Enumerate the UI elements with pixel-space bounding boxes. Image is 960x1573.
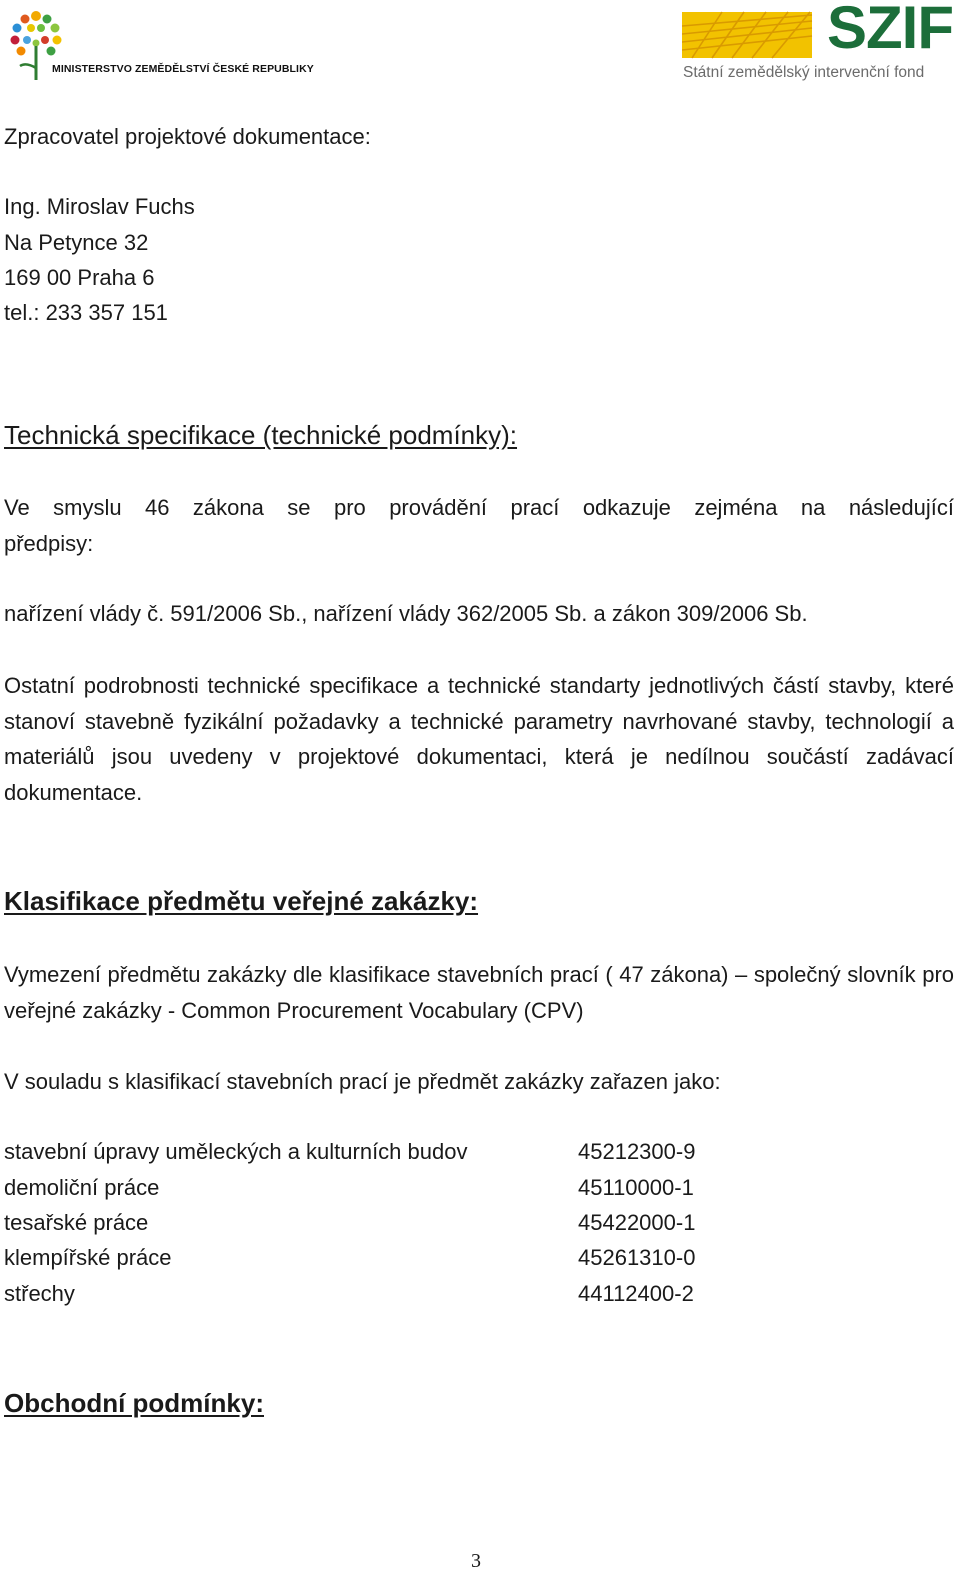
page-number: 3 — [471, 1550, 481, 1572]
cpv-item-name: stavební úpravy uměleckých a kulturních budov — [4, 1139, 468, 1164]
tech-spec-heading: Technická specifikace (technické podmínky): — [4, 420, 518, 450]
cpv-item-code: 45212300-9 — [578, 1139, 696, 1164]
processor-phone: tel.: 233 357 151 — [4, 300, 168, 325]
mze-name: MINISTERSTVO ZEMĚDĚLSTVÍ ČESKÉ REPUBLIKY — [52, 63, 314, 75]
tech-spec-details: Ostatní podrobnosti technické specifikace a technické standarty jednotlivých částí stavby, které stanoví stavebně fyzikální požadavky a technické parametry navrhované stavby, technologií a materiálů jsou uvedeny v projektové dokumentaci, která je nedílnou součástí zadávací dokumentace. — [4, 673, 954, 805]
processor-street: Na Petynce 32 — [4, 230, 149, 255]
commercial-heading: Obchodní podmínky: — [4, 1388, 264, 1418]
cpv-item-name: tesařské práce — [4, 1210, 149, 1235]
cpv-item-code: 45261310-0 — [578, 1245, 696, 1270]
classification-lead: V souladu s klasifikací stavebních prací je předmět zakázky zařazen jako: — [4, 1069, 721, 1094]
classification-heading: Klasifikace předmětu veřejné zakázky: — [4, 886, 479, 916]
processor-city: 169 00 Praha 6 — [4, 265, 155, 290]
classification-intro: Vymezení předmětu zakázky dle klasifikace stavebních prací ( 47 zákona) – společný slovník pro veřejné zakázky - Common Procurement Vocabulary (CPV) — [4, 962, 954, 1023]
processor-label: Zpracovatel projektové dokumentace: — [4, 124, 371, 149]
cpv-item-name: klempířské práce — [4, 1245, 172, 1270]
szif-full-name: Státní zemědělský intervenční fond — [683, 64, 925, 81]
tech-spec-intro-line2: předpisy: — [4, 531, 94, 556]
tech-spec-intro-line1: Ve smyslu 46 zákona se pro provádění prací odkazuje zejména na následující — [4, 495, 954, 520]
processor-name: Ing. Miroslav Fuchs — [4, 194, 195, 219]
tech-spec-regulations: nařízení vlády č. 591/2006 Sb., nařízení vlády 362/2005 Sb. a zákon 309/2006 Sb. — [4, 601, 808, 626]
cpv-item-code: 45422000-1 — [578, 1210, 696, 1235]
cpv-item-code: 44112400-2 — [578, 1281, 694, 1306]
cpv-item-name: demoliční práce — [4, 1175, 160, 1200]
cpv-item-code: 45110000-1 — [578, 1175, 694, 1200]
cpv-item-name: střechy — [4, 1281, 75, 1306]
szif-abbreviation: SZIF — [827, 0, 953, 61]
